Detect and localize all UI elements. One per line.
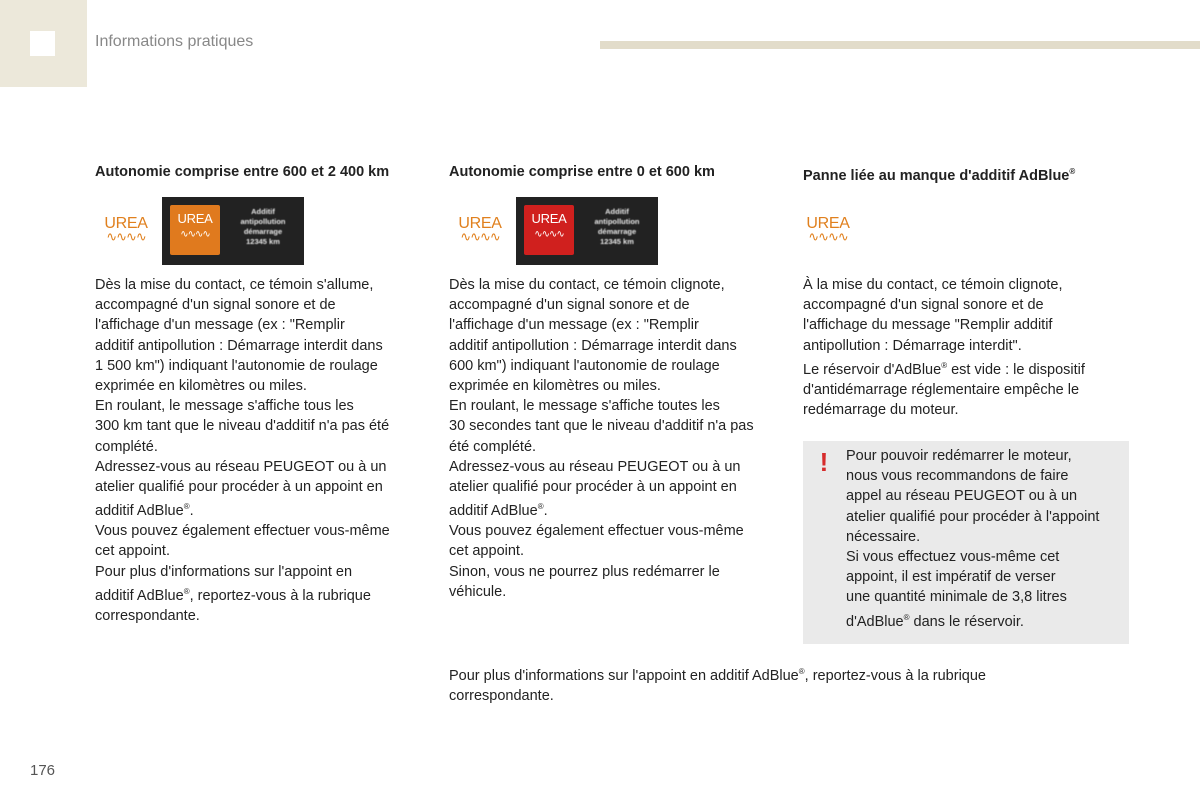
column-body xyxy=(449,275,779,602)
urea-display-badge: UREA ∿∿∿∿ xyxy=(170,205,220,255)
paragraph: Le réservoir d'AdBlue® est vide : le dispositif d'antidémarrage réglementaire empêche le redémarrage du moteur. xyxy=(803,360,1085,419)
paragraph: Adressez-vous au réseau PEUGEOT ou à un atelier qualifié pour procéder à un appoint en additif AdBlue®. xyxy=(449,458,741,520)
warning-lights xyxy=(449,197,779,265)
column-title: Panne liée au manque d'additif AdBlue® xyxy=(803,167,1076,184)
paragraph: Pour plus d'informations sur l'appoint en additif AdBlue®, reportez-vous à la rubrique correspondante. xyxy=(449,667,986,705)
warning-lights xyxy=(95,197,425,265)
urea-warning-icon: UREA ∿∿∿∿ xyxy=(104,215,148,244)
footer-note xyxy=(449,662,1069,706)
column-body xyxy=(803,275,1133,420)
paragraph: À la mise du contact, ce témoin clignote, accompagné d'un signal sonore et de l'affichage du message "Remplir additif antipollution : Démarrage interdit". xyxy=(803,277,1063,354)
paragraph: Vous pouvez également effectuer vous-même cet appoint. xyxy=(449,523,744,560)
column-adblue-failure xyxy=(803,162,1133,420)
corner-tab xyxy=(0,0,87,87)
instrument-display xyxy=(516,197,658,265)
column-autonomy-0-600 xyxy=(449,162,779,602)
paragraph: Pour pouvoir redémarrer le moteur, nous vous recommandons de faire appel au réseau PEUGEOT ou à un atelier qualifié pour procéder à l'appoint nécessaire. xyxy=(846,448,1100,545)
paragraph: En roulant, le message s'affiche tous les 300 km tant que le niveau d'additif n'a pas été complété. xyxy=(95,398,390,455)
instrument-display xyxy=(162,197,304,265)
warning-note xyxy=(803,441,1129,644)
paragraph: Vous pouvez également effectuer vous-même cet appoint. xyxy=(95,523,390,560)
column-title: Autonomie comprise entre 600 et 2 400 km xyxy=(95,164,390,180)
paragraph: En roulant, le message s'affiche toutes les 30 secondes tant que le niveau d'additif n'a pas été complété. xyxy=(449,398,754,455)
urea-warning-icon: UREA ∿∿∿∿ xyxy=(806,215,850,244)
urea-display-badge: UREA ∿∿∿∿ xyxy=(524,205,574,255)
exclamation-icon: ! xyxy=(819,447,829,477)
column-autonomy-600-2400 xyxy=(95,162,425,626)
paragraph: Dès la mise du contact, ce témoin s'allume, accompagné d'un signal sonore et de l'affichage d'un message (ex : "Remplir additif antipollution : Démarrage interdit dans 1 500 km") indiquant l'autonomie de roulage exprimée en kilomètres ou miles. xyxy=(95,277,383,395)
column-title: Autonomie comprise entre 0 et 600 km xyxy=(449,164,715,180)
paragraph: Adressez-vous au réseau PEUGEOT ou à un atelier qualifié pour procéder à un appoint en additif AdBlue®. xyxy=(95,458,387,520)
section-title: Informations pratiques xyxy=(95,33,254,50)
urea-warning-icon: UREA ∿∿∿∿ xyxy=(458,215,502,244)
display-message: Additif antipollution démarrage 12345 km xyxy=(594,207,640,246)
corner-square xyxy=(30,31,55,56)
column-body xyxy=(95,275,425,626)
paragraph: Si vous effectuez vous-même cet appoint, il est impératif de verser une quantité minimale de 3,8 litres d'AdBlue® dans le réservoir. xyxy=(846,549,1067,630)
note-text xyxy=(846,446,1124,632)
warning-lights xyxy=(803,197,1133,265)
paragraph: Dès la mise du contact, ce témoin clignote, accompagné d'un signal sonore et de l'affichage d'un message (ex : "Remplir additif antipollution : Démarrage interdit dans 600 km") indiquant l'autonomie de roulage exprimée en kilomètres ou miles. xyxy=(449,277,737,395)
paragraph: Pour plus d'informations sur l'appoint en additif AdBlue®, reportez-vous à la rubrique correspondante. xyxy=(95,563,371,624)
header-rule xyxy=(600,41,1200,49)
paragraph: Sinon, vous ne pourrez plus redémarrer le véhicule. xyxy=(449,563,720,600)
page-number: 176 xyxy=(30,762,56,779)
display-message: Additif antipollution démarrage 12345 km xyxy=(240,207,286,246)
